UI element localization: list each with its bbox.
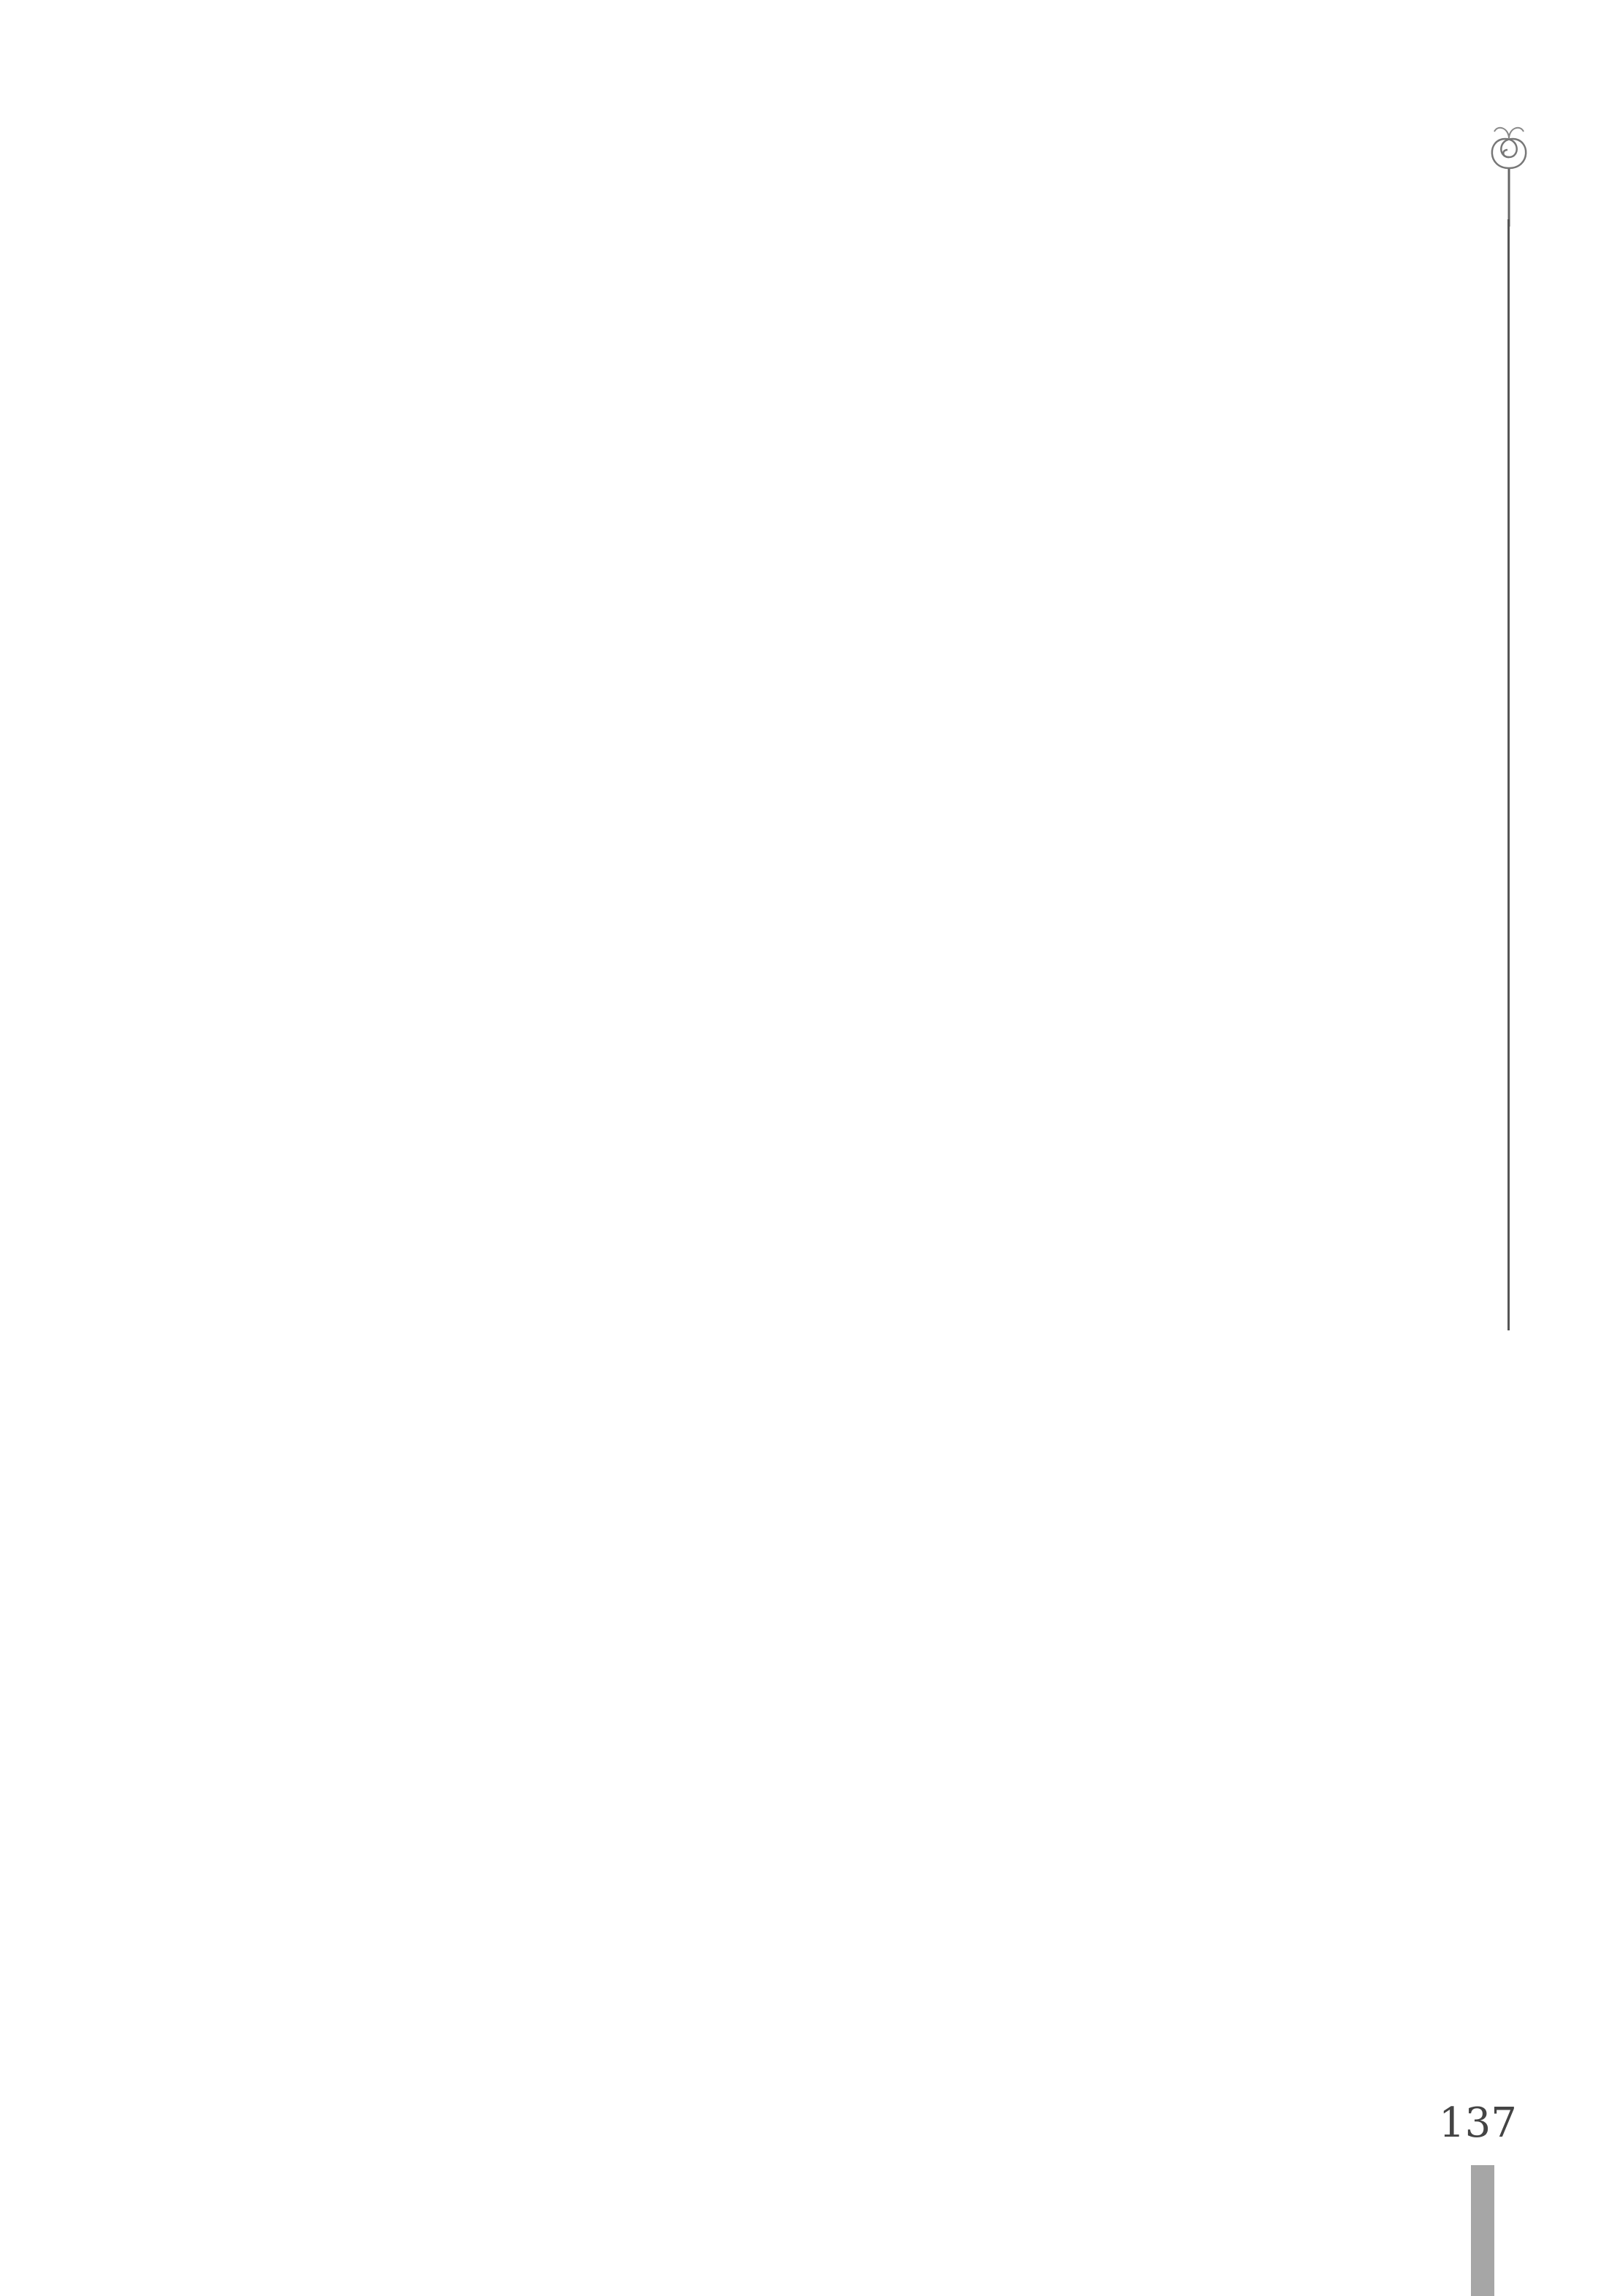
- text-column-5: [1107, 241, 1143, 2025]
- text-column-9: [841, 241, 877, 2025]
- text-column-11: [708, 241, 744, 2025]
- text-column-16: [375, 241, 412, 2025]
- text-column-8: [907, 241, 944, 2025]
- text-column-3: [1240, 241, 1276, 2025]
- text-column-14: [508, 241, 545, 2025]
- running-header: [1439, 256, 1490, 1352]
- text-column-6: [1040, 241, 1077, 2025]
- text-column-12: [641, 241, 678, 2025]
- text-column-18: [242, 241, 279, 2025]
- text-column-17: [309, 241, 345, 2025]
- text-column-7: [974, 241, 1010, 2025]
- text-column-15: [442, 241, 478, 2025]
- page-number: 137: [1439, 2099, 1517, 2147]
- header-rule: [1507, 219, 1510, 1330]
- text-column-2: [1306, 241, 1343, 2025]
- scroll-ornament-icon: [1480, 117, 1538, 227]
- text-column-1: [1373, 241, 1410, 2025]
- text-column-10: [774, 241, 811, 2025]
- thumb-tab: [1471, 2165, 1494, 2296]
- text-column-13: [575, 241, 611, 2025]
- text-column-4: [1173, 241, 1210, 2025]
